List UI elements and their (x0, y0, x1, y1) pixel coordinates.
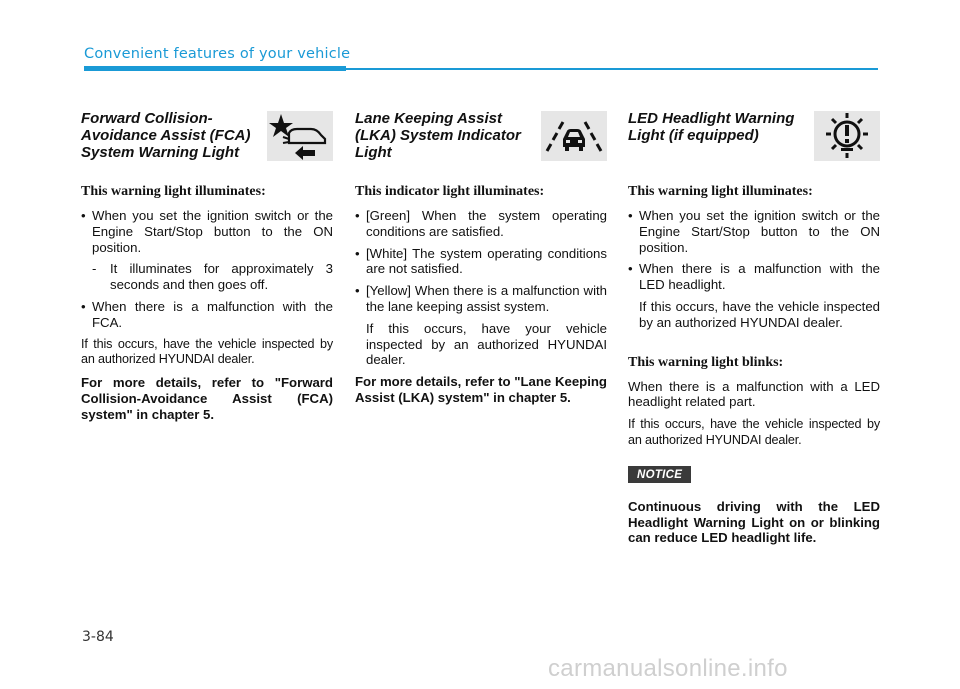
fca-dash-note: - It illuminates for approximately 3 seconds and then goes off. (92, 261, 333, 293)
list-item: • [Green] When the system operating conditions are satisfied. (355, 208, 607, 239)
list-item: • [White] The system operating conditions are not satisfied. (355, 245, 607, 277)
fca-section-title: Forward Collision-Avoidance Assist (FCA) System Warning Light (81, 110, 251, 161)
list-item: • When there is a malfunction with the FCA. (81, 298, 333, 330)
lka-section-title: Lane Keeping Assist (LKA) System Indicator Light (355, 110, 521, 161)
led-paragraph-1: When there is a malfunction with a LED headlight related part. (628, 378, 880, 410)
fca-subheading: This warning light illuminates: (81, 184, 266, 199)
list-item: • [Yellow] When there is a malfunction with the lane keeping assist system. (355, 283, 607, 314)
led-note: If this occurs, have the vehicle inspected by an authorized HYUNDAI dealer. (639, 298, 880, 330)
list-item: • When you set the ignition switch or the Engine Start/Stop button to the ON position. (81, 208, 333, 255)
watermark: carmanualsonline.info (548, 655, 788, 682)
fca-reference: For more details, refer to "Forward Collision-Avoidance Assist (FCA) system" in chapter 5. (81, 375, 333, 422)
list-item: • When there is a malfunction with the LED headlight. (628, 261, 880, 293)
lka-note: If this occurs, have your vehicle inspected by an authorized HYUNDAI dealer. (366, 320, 607, 368)
lka-indicator-icon (541, 111, 607, 161)
led-section-title: LED Headlight Warning Light (if equipped) (628, 110, 795, 144)
header-rule (346, 68, 878, 70)
fca-paragraph: If this occurs, have the vehicle inspected by an authorized HYUNDAI dealer. (81, 336, 333, 367)
notice-text: Continuous driving with the LED Headlight Warning Light on or blinking can reduce LED headlight life. (628, 498, 880, 546)
fca-section (81, 110, 333, 423)
led-subheading: This warning light illuminates: (628, 184, 813, 199)
header-rule-accent (84, 66, 346, 71)
lka-subheading: This indicator light illuminates: (355, 184, 545, 199)
section-header-title: Convenient features of your vehicle (84, 46, 351, 62)
lka-reference: For more details, refer to "Lane Keeping Assist (LKA) system" in chapter 5. (355, 374, 607, 405)
led-headlight-section (628, 110, 880, 546)
led-headlight-warning-icon (814, 111, 880, 161)
fca-warning-icon (267, 111, 333, 161)
led-paragraph-2: If this occurs, have the vehicle inspected by an authorized HYUNDAI dealer. (628, 417, 880, 447)
led-subheading-blinks: This warning light blinks: (628, 354, 784, 370)
notice-badge: NOTICE (628, 466, 691, 483)
lka-section (355, 110, 607, 406)
list-item: • When you set the ignition switch or the Engine Start/Stop button to the ON position. (628, 208, 880, 255)
page-number: 3-84 (82, 629, 114, 645)
